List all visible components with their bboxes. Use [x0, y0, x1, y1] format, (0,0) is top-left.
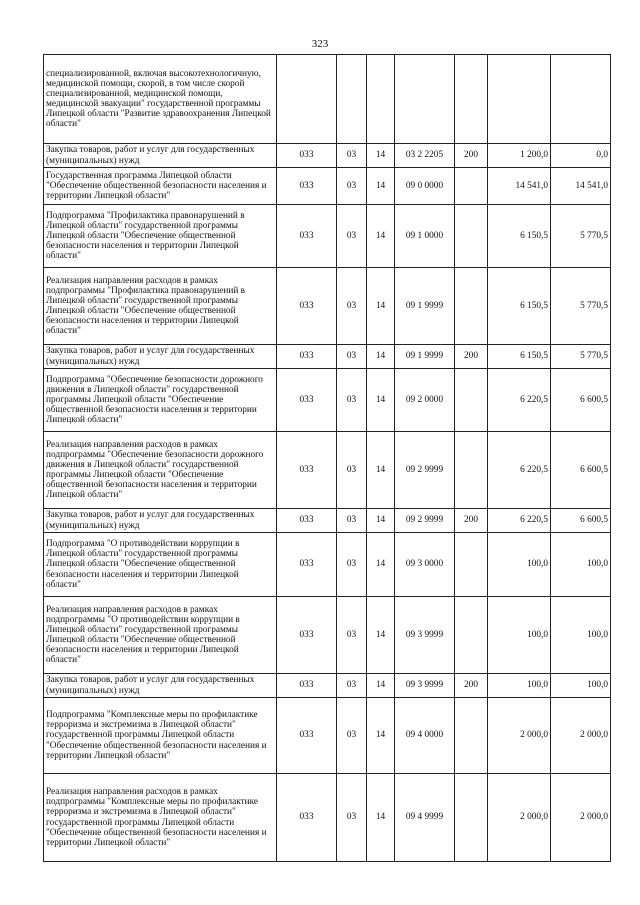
cell-target-article: 09 3 9999: [395, 674, 455, 698]
cell-amount-1: 100,0: [488, 597, 551, 674]
cell-target-article: 09 4 0000: [395, 698, 455, 774]
cell-amount-2: 6 600,5: [551, 369, 611, 432]
row-description: Подпрограмма "Обеспечение безопасности дорожного движения в Липецкой области" государственной программы Липецкой области "Обеспечение общественной безопасности населения и территории Липецкой области": [44, 369, 277, 432]
cell-expense-type: [455, 597, 488, 674]
cell-amount-1: 6 220,5: [488, 432, 551, 509]
cell-target-article: 03 2 2205: [395, 144, 455, 168]
cell-department: 033: [277, 168, 337, 205]
budget-table: [43, 54, 611, 862]
cell-expense-type: 200: [455, 674, 488, 698]
cell-expense-type: 200: [455, 345, 488, 369]
cell-amount-1: 100,0: [488, 674, 551, 698]
table-row: [44, 345, 611, 369]
cell-department: [277, 55, 337, 144]
cell-target-article: 09 0 0000: [395, 168, 455, 205]
cell-department: 033: [277, 205, 337, 268]
table-row: [44, 509, 611, 533]
cell-amount-2: 5 770,5: [551, 268, 611, 345]
cell-expense-type: [455, 533, 488, 597]
cell-section: 03: [337, 509, 367, 533]
cell-subsection: 14: [367, 509, 395, 533]
cell-expense-type: [455, 432, 488, 509]
cell-amount-2: 5 770,5: [551, 205, 611, 268]
cell-department: 033: [277, 674, 337, 698]
cell-amount-2: 5 770,5: [551, 345, 611, 369]
cell-department: 033: [277, 432, 337, 509]
cell-section: 03: [337, 432, 367, 509]
cell-amount-1: 2 000,0: [488, 774, 551, 862]
cell-target-article: 09 1 9999: [395, 345, 455, 369]
table-row: [44, 268, 611, 345]
cell-amount-2: 100,0: [551, 674, 611, 698]
cell-department: 033: [277, 369, 337, 432]
cell-expense-type: [455, 168, 488, 205]
row-description: Реализация направления расходов в рамках подпрограммы "Профилактика правонарушений в Липецкой области" государственной программы Липецкой области "Обеспечение общественной безопасности населения и территории Липецкой области": [44, 268, 277, 345]
cell-expense-type: 200: [455, 509, 488, 533]
cell-amount-2: 100,0: [551, 533, 611, 597]
row-description: Закупка товаров, работ и услуг для государственных (муниципальных) нужд: [44, 345, 277, 369]
row-description: специализированной, включая высокотехнологичную, медицинской помощи, скорой, в том числе скорой специализированной, медицинской помощи, медицинской эвакуации" государственной программы Липецкой области "Развитие здравоохранения Липецкой области": [44, 55, 277, 144]
page-number: 323: [311, 38, 329, 50]
row-description: Закупка товаров, работ и услуг для государственных (муниципальных) нужд: [44, 509, 277, 533]
table-row: [44, 205, 611, 268]
row-description: Реализация направления расходов в рамках подпрограммы "О противодействии коррупции в Липецкой области" государственной программы Липецкой области "Обеспечение общественной безопасности населения и территории Липецкой области": [44, 597, 277, 674]
cell-amount-1: 6 220,5: [488, 509, 551, 533]
cell-section: 03: [337, 698, 367, 774]
cell-amount-1: 6 150,5: [488, 205, 551, 268]
cell-section: 03: [337, 345, 367, 369]
cell-amount-2: [551, 55, 611, 144]
cell-section: 03: [337, 144, 367, 168]
cell-amount-2: 100,0: [551, 597, 611, 674]
cell-section: 03: [337, 369, 367, 432]
cell-expense-type: [455, 205, 488, 268]
table-row: [44, 432, 611, 509]
cell-subsection: 14: [367, 674, 395, 698]
cell-department: 033: [277, 509, 337, 533]
cell-amount-2: 6 600,5: [551, 509, 611, 533]
cell-expense-type: 200: [455, 144, 488, 168]
cell-section: 03: [337, 205, 367, 268]
cell-subsection: 14: [367, 533, 395, 597]
cell-department: 033: [277, 698, 337, 774]
cell-amount-1: 1 200,0: [488, 144, 551, 168]
cell-department: 033: [277, 345, 337, 369]
cell-section: 03: [337, 597, 367, 674]
cell-subsection: 14: [367, 369, 395, 432]
cell-expense-type: [455, 774, 488, 862]
cell-subsection: 14: [367, 432, 395, 509]
table-row: [44, 533, 611, 597]
row-description: Государственная программа Липецкой области "Обеспечение общественной безопасности населения и территории Липецкой области": [44, 168, 277, 205]
cell-target-article: 09 1 0000: [395, 205, 455, 268]
row-description: Закупка товаров, работ и услуг для государственных (муниципальных) нужд: [44, 674, 277, 698]
cell-subsection: 14: [367, 268, 395, 345]
table-row: [44, 144, 611, 168]
table-row: [44, 698, 611, 774]
row-description: Реализация направления расходов в рамках подпрограммы "Комплексные меры по профилактике терроризма и экстремизма в Липецкой области" государственной программы Липецкой области "Обеспечение общественной безопасности населения и территории Липецкой области": [44, 774, 277, 862]
cell-target-article: 09 3 0000: [395, 533, 455, 597]
row-description: Закупка товаров, работ и услуг для государственных (муниципальных) нужд: [44, 144, 277, 168]
cell-amount-2: 0,0: [551, 144, 611, 168]
cell-department: 033: [277, 144, 337, 168]
cell-amount-2: 2 000,0: [551, 774, 611, 862]
cell-target-article: [395, 55, 455, 144]
row-description: Подпрограмма "Комплексные меры по профилактике терроризма и экстремизма в Липецкой области" государственной программы Липецкой области "Обеспечение общественной безопасности населения и территории Липецкой области": [44, 698, 277, 774]
cell-expense-type: [455, 698, 488, 774]
cell-target-article: 09 1 9999: [395, 268, 455, 345]
cell-amount-1: 14 541,0: [488, 168, 551, 205]
cell-subsection: 14: [367, 205, 395, 268]
table-row: [44, 597, 611, 674]
cell-target-article: 09 2 9999: [395, 509, 455, 533]
cell-expense-type: [455, 55, 488, 144]
cell-amount-2: 14 541,0: [551, 168, 611, 205]
cell-target-article: 09 4 9999: [395, 774, 455, 862]
cell-amount-1: 100,0: [488, 533, 551, 597]
cell-target-article: 09 3 9999: [395, 597, 455, 674]
cell-subsection: 14: [367, 597, 395, 674]
table-row: [44, 674, 611, 698]
cell-subsection: 14: [367, 168, 395, 205]
table-row: [44, 55, 611, 144]
cell-amount-1: 2 000,0: [488, 698, 551, 774]
cell-section: 03: [337, 168, 367, 205]
cell-target-article: 09 2 9999: [395, 432, 455, 509]
cell-section: 03: [337, 674, 367, 698]
cell-amount-1: 6 150,5: [488, 268, 551, 345]
cell-subsection: [367, 55, 395, 144]
cell-amount-2: 2 000,0: [551, 698, 611, 774]
cell-department: 033: [277, 533, 337, 597]
table-row: [44, 774, 611, 862]
cell-amount-1: [488, 55, 551, 144]
table-row: [44, 168, 611, 205]
cell-department: 033: [277, 774, 337, 862]
cell-amount-1: 6 220,5: [488, 369, 551, 432]
cell-subsection: 14: [367, 345, 395, 369]
cell-department: 033: [277, 268, 337, 345]
cell-expense-type: [455, 268, 488, 345]
cell-section: 03: [337, 774, 367, 862]
row-description: Подпрограмма "Профилактика правонарушений в Липецкой области" государственной программы Липецкой области "Обеспечение общественной безопасности населения и территории Липецкой области": [44, 205, 277, 268]
cell-subsection: 14: [367, 774, 395, 862]
cell-section: 03: [337, 533, 367, 597]
cell-department: 033: [277, 597, 337, 674]
cell-section: [337, 55, 367, 144]
cell-section: 03: [337, 268, 367, 345]
cell-subsection: 14: [367, 144, 395, 168]
row-description: Реализация направления расходов в рамках подпрограммы "Обеспечение безопасности дорожного движения в Липецкой области" государственной программы Липецкой области "Обеспечение общественной безопасности населения и территории Липецкой области": [44, 432, 277, 509]
cell-amount-1: 6 150,5: [488, 345, 551, 369]
cell-expense-type: [455, 369, 488, 432]
table-row: [44, 369, 611, 432]
row-description: Подпрограмма "О противодействии коррупции в Липецкой области" государственной программы Липецкой области "Обеспечение общественной безопасности населения и территории Липецкой области": [44, 533, 277, 597]
cell-amount-2: 6 600,5: [551, 432, 611, 509]
cell-subsection: 14: [367, 698, 395, 774]
cell-target-article: 09 2 0000: [395, 369, 455, 432]
